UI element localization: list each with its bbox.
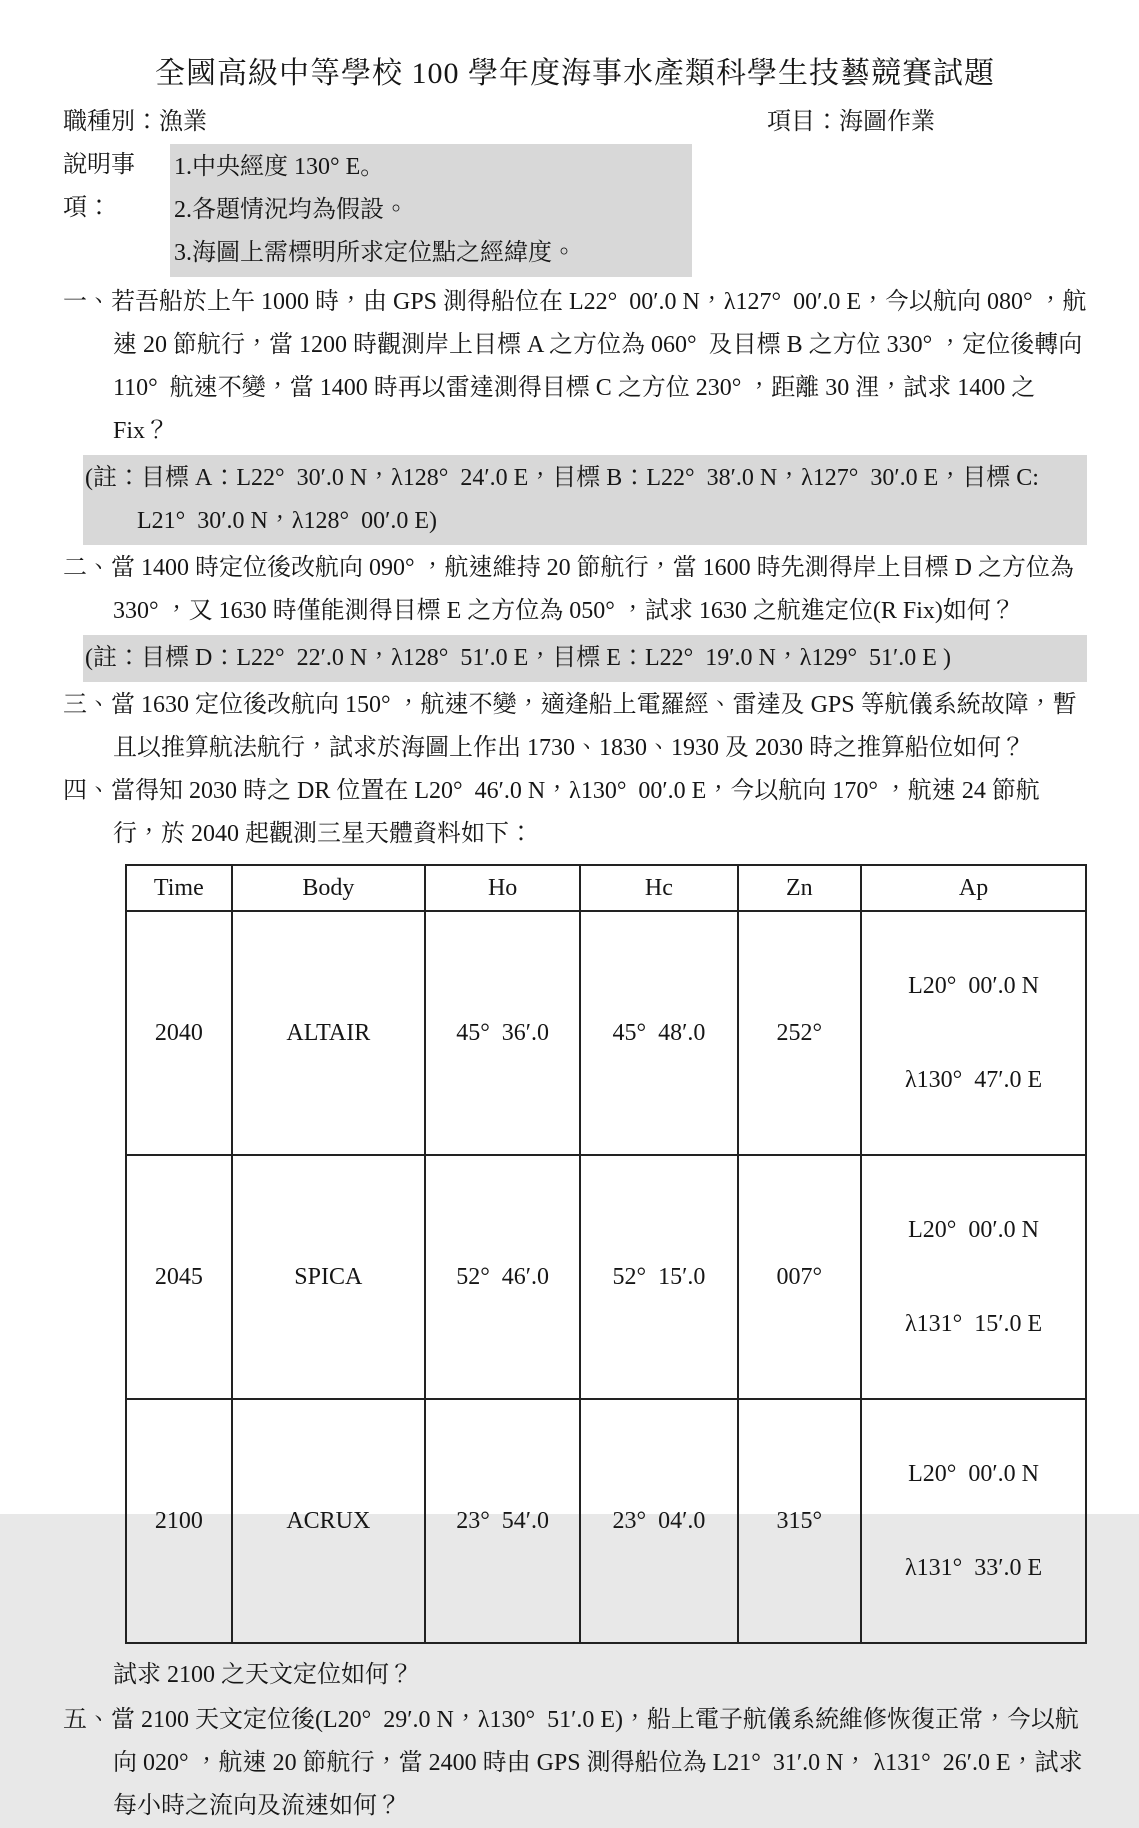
ap-latitude: L20° 00′.0 N bbox=[908, 1461, 1039, 1487]
cell-ho: 23° 54′.0 bbox=[425, 1399, 580, 1643]
cell-hc: 52° 15′.0 bbox=[580, 1155, 737, 1399]
column-header-ap: Ap bbox=[861, 865, 1086, 911]
cell-body: ALTAIR bbox=[232, 911, 425, 1155]
column-header-body: Body bbox=[232, 865, 425, 911]
instructions-highlight bbox=[170, 144, 692, 277]
celestial-observation-table bbox=[125, 864, 1087, 1644]
column-header-hc: Hc bbox=[580, 865, 737, 911]
question-1 bbox=[63, 281, 1087, 453]
cell-time: 2040 bbox=[126, 911, 232, 1155]
question-3 bbox=[63, 684, 1087, 770]
column-header-time: Time bbox=[126, 865, 232, 911]
cell-ap bbox=[861, 1399, 1086, 1643]
cell-hc: 45° 48′.0 bbox=[580, 911, 737, 1155]
job-category-label: 職種別：漁業 bbox=[63, 109, 207, 135]
page-title: 全國高級中等學校 100 學年度海事水產類科學生技藝競賽試題 bbox=[155, 57, 995, 90]
table-row bbox=[126, 1155, 1086, 1399]
cell-ho: 45° 36′.0 bbox=[425, 911, 580, 1155]
question-1-number: 一、 bbox=[63, 289, 111, 315]
cell-zn: 007° bbox=[738, 1155, 862, 1399]
question-4-followup: 試求 2100 之天文定位如何？ bbox=[113, 1662, 413, 1688]
table-row bbox=[126, 1399, 1086, 1643]
question-5 bbox=[63, 1699, 1087, 1828]
question-4-text: 當得知 2030 時之 DR 位置在 L20° 46′.0 N，λ130° 00′.0 E，今以航向 170° ，航速 24 節航行，於 2040 起觀測三星天體資料如下： bbox=[111, 778, 1040, 847]
question-2-number: 二、 bbox=[63, 555, 111, 581]
cell-ap bbox=[861, 911, 1086, 1155]
question-2 bbox=[63, 547, 1087, 633]
table-header-row bbox=[126, 865, 1086, 911]
ap-latitude: L20° 00′.0 N bbox=[908, 1217, 1039, 1243]
ap-longitude: λ131° 33′.0 E bbox=[904, 1555, 1043, 1581]
instructions-block bbox=[63, 144, 1087, 277]
question-3-text: 當 1630 定位後改航向 150° ，航速不變，適逢船上電羅經、雷達及 GPS 等航儀系統故障，暫且以推算航法航行，試求於海圖上作出 1730、1830、1930 及 2030 時之推算船位如何？ bbox=[111, 692, 1077, 761]
question-1-text: 若吾船於上午 1000 時，由 GPS 測得船位在 L22° 00′.0 N，λ127° 00′.0 E，今以航向 080° ，航速 20 節航行，當 1200 時觀測岸上目標 A 之方位為 060° 及目標 B 之方位 330° ，定位後轉向 110° 航速不變，當 1400 時再以雷達測得目標 C 之方位 230° ，距離 30 浬，試求 1400 之 Fix？ bbox=[111, 289, 1089, 444]
instructions-label: 說明事項： bbox=[63, 152, 135, 221]
question-2-note-highlight: (註：目標 D：L22° 22′.0 N，λ128° 51′.0 E，目標 E：L22° 19′.0 N，λ129° 51′.0 E ) bbox=[83, 635, 1087, 682]
question-4-number: 四、 bbox=[63, 778, 111, 804]
subject-label: 項目：海圖作業 bbox=[767, 109, 935, 135]
question-4 bbox=[63, 770, 1087, 856]
ap-longitude: λ130° 47′.0 E bbox=[904, 1067, 1043, 1093]
cell-ap bbox=[861, 1155, 1086, 1399]
meta-row bbox=[63, 104, 1087, 140]
ap-longitude: λ131° 15′.0 E bbox=[904, 1311, 1043, 1337]
cell-body: SPICA bbox=[232, 1155, 425, 1399]
cell-time: 2045 bbox=[126, 1155, 232, 1399]
question-1-note-highlight: (註：目標 A：L22° 30′.0 N，λ128° 24′.0 E，目標 B：L22° 38′.0 N，λ127° 30′.0 E，目標 C: L21° 30′.0 N，λ128° 00′.0 E) bbox=[83, 455, 1087, 545]
instruction-item: 2.各題情況均為假設。 bbox=[174, 197, 408, 223]
cell-body: ACRUX bbox=[232, 1399, 425, 1643]
ap-latitude: L20° 00′.0 N bbox=[908, 973, 1039, 999]
instruction-item: 1.中央經度 130° E。 bbox=[174, 154, 385, 180]
question-3-number: 三、 bbox=[63, 692, 111, 718]
cell-zn: 252° bbox=[738, 911, 862, 1155]
cell-time: 2100 bbox=[126, 1399, 232, 1643]
column-header-zn: Zn bbox=[738, 865, 862, 911]
cell-zn: 315° bbox=[738, 1399, 862, 1643]
cell-hc: 23° 04′.0 bbox=[580, 1399, 737, 1643]
question-5-text: 當 2100 天文定位後(L20° 29′.0 N，λ130° 51′.0 E)，船上電子航儀系統維修恢復正常，今以航向 020° ，航速 20 節航行，當 2400 時由 GPS 測得船位為 L21° 31′.0 N， λ131° 26′.0 E，試求每小時之流向及流速如何？ bbox=[111, 1707, 1083, 1819]
cell-ho: 52° 46′.0 bbox=[425, 1155, 580, 1399]
instruction-item: 3.海圖上需標明所求定位點之經緯度。 bbox=[174, 240, 576, 266]
question-5-number: 五、 bbox=[63, 1707, 111, 1733]
column-header-ho: Ho bbox=[425, 865, 580, 911]
question-2-text: 當 1400 時定位後改航向 090° ，航速維持 20 節航行，當 1600 時先測得岸上目標 D 之方位為 330° ，又 1630 時僅能測得目標 E 之方位為 050° ，試求 1630 之航進定位(R Fix)如何？ bbox=[111, 555, 1080, 624]
table-row bbox=[126, 911, 1086, 1155]
